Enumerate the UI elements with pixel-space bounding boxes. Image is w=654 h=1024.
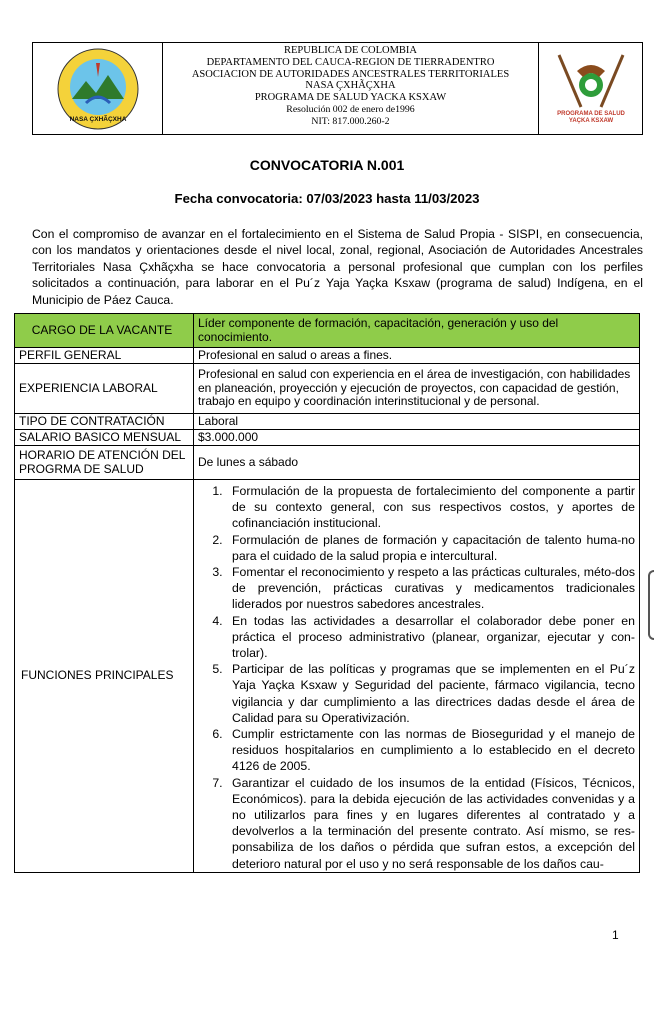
svg-text:NASA ÇXHÃÇXHA: NASA ÇXHÃÇXHA	[69, 115, 126, 123]
header-line-nasa: NASA ÇXHÃÇXHA	[305, 80, 396, 92]
list-item: 4. En todas las actividades a desarrollar el colaborador debe poner en práctica el proceso administrativo (planear, organizar, ejecutar y con-trolar).	[226, 613, 635, 662]
header-line-department: DEPARTAMENTO DEL CAUCA-REGION DE TIERRADENTRO	[206, 56, 495, 68]
list-item: 3. Fomentar el reconocimiento y respeto a las prácticas culturales, méto-dos de prevención, prácticas curativas y medicamentos tradicionales liderados por nuestros sabedores ancestrales.	[226, 564, 635, 613]
page-number: 1	[612, 928, 619, 942]
list-item: 1. Formulación de la propuesta de fortalecimiento del componente a partir de su contexto general, con sus respectivos costos, y aportes de cofinanciación institucional.	[226, 483, 635, 532]
funciones-cell	[194, 480, 640, 873]
funciones-list	[198, 483, 635, 872]
list-item: 2. Formulación de planes de formación y capacitación de talento huma-no para el cuidado de la salud propia e intercultural.	[226, 532, 635, 564]
perfil-label: PERFIL GENERAL	[15, 348, 194, 364]
nasa-emblem-icon	[56, 47, 140, 131]
convocatoria-dates: Fecha convocatoria: 07/03/2023 hasta 11/03/2023	[174, 191, 480, 206]
vacancy-label: CARGO DE LA VACANTE	[15, 314, 194, 348]
list-item: 5. Participar de las políticas y programas que se implementen en el Pu´z Yaja Yaçka Ksxaw y Seguridad del paciente, fármaco vigilancia, tecno vigilancia y dar cumplimiento a las directrices dadas desde el área de Calidad para su Operativización.	[226, 661, 635, 726]
header-line-resolution: Resolución 002 de enero de1996	[286, 103, 415, 115]
header-line-nit: NIT: 817.000.260-2	[311, 115, 390, 127]
vacancy-value: Líder componente de formación, capacitación, generación y uso del conocimiento.	[194, 314, 640, 348]
salud-emblem-icon	[547, 49, 635, 129]
list-item: 7. Garantizar el cuidado de los insumos de la entidad (Físicos, Técnicos, Económicos). para la debida ejecución de las actividades convenidas y a no utilizarlos para fines y en lugares diferentes al contratado y a devolverlos a la terminación del presente contrato. Así mismo, se res-ponsabiliza de los daños o pérdida que sufran estos, a excepción del deterioro natural por el uso y no será responsable de los daños cau-	[226, 775, 635, 872]
page-edge-handle[interactable]	[648, 570, 654, 640]
table-row	[15, 446, 640, 480]
left-logo-cell	[33, 43, 163, 134]
perfil-value: Profesional en salud o areas a fines.	[194, 348, 640, 364]
svg-text:YAÇKA KSXAW: YAÇKA KSXAW	[568, 117, 613, 124]
header-line-country: REPUBLICA DE COLOMBIA	[283, 45, 417, 56]
tipo-value: Laboral	[194, 414, 640, 430]
document-title: CONVOCATORIA N.001	[249, 157, 405, 173]
intro-paragraph: Con el compromiso de avanzar en el fortalecimiento en el Sistema de Salud Propia - SISPI, en consecuencia, con los mandatos y orientaciones desde el nivel local, zonal, regional, Asociación de Autoridades Ancestrales Territoriales Nasa Çxhãçxha se hace convocatoria a personal profesional que cumplan con los perfiles solicitados a continuación, para laborar en el Pu´z Yaja Yaçka Ksxaw (programa de salud) Indígena, en el Municipio de Páez Cauca.	[32, 227, 643, 307]
experiencia-value: Profesional en salud con experiencia en el área de investigación, con habilidades en planeación, proyección y ejecución de proyectos, con capacidad de gestión, trabajo en equipo y coordinación interinstitucional y de personal.	[194, 364, 640, 414]
table-row	[15, 430, 640, 446]
svg-text:PROGRAMA DE SALUD: PROGRAMA DE SALUD	[556, 110, 625, 117]
table-row	[15, 480, 640, 873]
table-row	[15, 364, 640, 414]
funciones-label: FUNCIONES PRINCIPALES	[15, 480, 194, 873]
header-line-program: PROGRAMA DE SALUD YACKA KSXAW	[254, 92, 447, 104]
table-row	[15, 414, 640, 430]
letterhead	[32, 42, 643, 135]
right-logo-cell	[538, 43, 642, 134]
list-item: 6. Cumplir estrictamente con las normas de Bioseguridad y el manejo de residuos hospitalarios en cumplimiento a lo establecido en el decreto 4126 de 2005.	[226, 726, 635, 775]
table-row	[15, 348, 640, 364]
table-row	[15, 314, 640, 348]
experiencia-label: EXPERIENCIA LABORAL	[15, 364, 194, 414]
tipo-label: TIPO DE CONTRATACIÓN	[15, 414, 194, 430]
horario-label: HORARIO DE ATENCIÓN DEL PROGRMA DE SALUD	[15, 446, 194, 480]
salario-label: SALARIO BASICO MENSUAL	[15, 430, 194, 446]
letterhead-text	[163, 43, 538, 134]
header-line-association: ASOCIACION DE AUTORIDADES ANCESTRALES TERRITORIALES	[191, 68, 510, 80]
salario-value: $3.000.000	[194, 430, 640, 446]
horario-value: De lunes a sábado	[194, 446, 640, 480]
vacancy-table	[14, 313, 640, 873]
